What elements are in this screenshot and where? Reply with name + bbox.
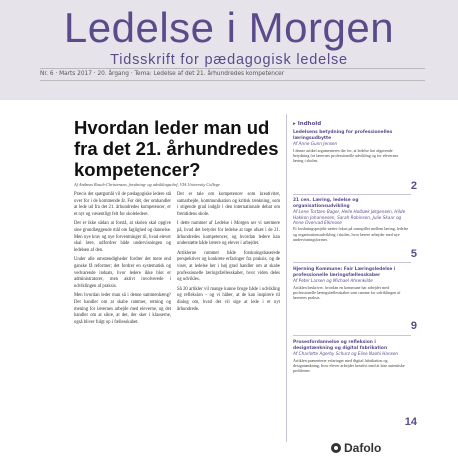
article-headline: Hvordan leder man ud fra det 21. århundredes kompetencer? <box>74 117 279 180</box>
toc-item-author: Af Peter Larsen og Michael Ahrenkilde <box>293 278 373 284</box>
toc-item-title: 21 cen. Læring, ledelse og organisationsudvikling <box>293 198 359 209</box>
toc-item-summary: Artiklen præsenterer erfaringer med digital fabrikation og designtænkning, hvor elever arbejder kreativt med at løse autentiske problemer. <box>293 357 405 374</box>
paragraph: Under alle omstændigheder fordrer det mere end ganske få reformer; det fordrer en systematisk og vedvarende indsats, hvor ledere ikke blot er administratorer, men aktivt involverede i udviklingen af praksis. <box>74 257 171 289</box>
toc-item-summary: I denne artikel argumenteres der for, at ledelse har afgørende betydning for lærernes professionelle udvikling og for elevernes læring i skolen. <box>293 147 399 164</box>
toc-item-title: Prosesfordannelse og refleksion i designtænkning og digital fabrikation <box>293 340 388 351</box>
dafolo-logo-icon <box>331 443 341 453</box>
masthead <box>0 0 458 100</box>
toc-item-title: Hjerning Kommune: Fair Læringsledelse i professionelle læringsfællesskaber <box>293 267 396 278</box>
divider <box>293 262 411 263</box>
divider <box>40 80 425 81</box>
toc-item[interactable] <box>293 130 409 163</box>
toc-heading <box>293 121 321 127</box>
toc-item[interactable] <box>293 267 409 300</box>
toc-item-author: Af Charlotte Agerby Schurz og Elise Naohi Hansen <box>293 351 399 357</box>
paragraph: Der er tale om kompetencer som kreativitet, samarbejde, kommunikation og kritisk tænkning, som i stigende grad indgår i den internationale debat om fremtidens skole. <box>177 192 280 217</box>
paragraph: Så 20 artikler vil mange kunne bruge både i udvikling og refleksion – og vi håber, at de kan inspirere til dialog om, hvad det vil sige at lede i et nyt århundrede. <box>177 286 280 312</box>
article-column-1 <box>74 192 171 329</box>
toc-item-summary: Et forskningsprojekt sætter fokus på samspillet mellem læring, ledelse og organisationsudvikling i skolen, hvor lærere arbejder med nye undervisningsformer. <box>293 226 409 242</box>
divider <box>293 335 411 336</box>
table-of-contents <box>286 114 417 442</box>
toc-page-number: 2 <box>410 180 417 192</box>
publication-title: Ledelse i Morgen <box>63 4 395 51</box>
arrow-right-icon: ▸ <box>293 121 296 127</box>
issue-info: Nr. 6 · Marts 2017 · 20. årgang · Tema: Ledelse af det 21. århundredes kompetencer <box>40 71 285 77</box>
publication-subtitle: Tidsskrift for pædagogisk ledelse <box>110 52 348 68</box>
toc-item[interactable] <box>293 340 409 373</box>
paragraph: Artiklerne rummer både forskningsbaserede perspektiver og konkrete erfaringer fra praksis, og de viser, at ledelse her i høj grad handler om at skabe professionelle læringsfællesskaber, hvor viden deles og udvikles. <box>177 250 280 283</box>
toc-item-author: Af Anne Gunn Jensen <box>293 141 338 147</box>
toc-page-number: 9 <box>410 320 417 332</box>
publisher-name: Dafolo <box>344 441 382 455</box>
toc-item-title: Ledelsens betydning for professionelles læringsudbytte <box>293 130 393 141</box>
paragraph: Præcis det spørgsmål vil de pædagogiske ledere stå over for i de kommende år. For dét, der omhandler at lede ud fra det 21. århundredes kompetencer, er et nyt og væsentligt felt for skoleledere. <box>74 192 171 217</box>
toc-page-number: 14 <box>404 416 417 428</box>
paragraph: Det er ikke sådan at forstå, at skolen skal opgive sine grundlæggende mål om faglighed og dannelse. Men nye krav og nye forventninger til, hvad elever skal lære, udfordrer både undervisningen og ledelsen af den. <box>74 221 171 253</box>
toc-item[interactable] <box>293 198 409 242</box>
paragraph: Men hvordan leder man så i denne sammenhæng? Det handler om at skabe rammer, retning og mening for lærernes arbejde med eleverne, og det handler om at sikre, at det, der sker i klasserne, også bliver fulgt op i fællesskabet. <box>74 293 171 325</box>
toc-item-summary: Artiklen beskriver, hvordan en kommune har arbejdet med professionelle læringsfællesskaber som ramme for udviklingen af lærernes praksis. <box>293 284 401 301</box>
article-column-2 <box>177 192 280 316</box>
paragraph: I dette nummer af Ledelse i Morgen ser vi nærmere på, hvad det betyder for ledelse at tage afsæt i de 21. århundredes kompetencer, og hvordan ledere kan understøtte både lærere og elever i arbejdet. <box>177 221 280 247</box>
divider <box>40 68 425 69</box>
toc-page-number: 5 <box>410 248 417 260</box>
toc-item-author: Af Lene Tortzen Bager, Helle Holbæk Jørgensen, Hilde Hakkon Johannesen, Sarah Robinson, Julie Skaar og Anne Overvad Elkmose <box>293 209 406 225</box>
divider <box>293 194 411 195</box>
toc-heading-label: Indhold <box>297 121 322 127</box>
article-byline: Af Andreas Rasch-Christensen, forskning- og udviklingschef, VIA University College <box>74 182 220 187</box>
